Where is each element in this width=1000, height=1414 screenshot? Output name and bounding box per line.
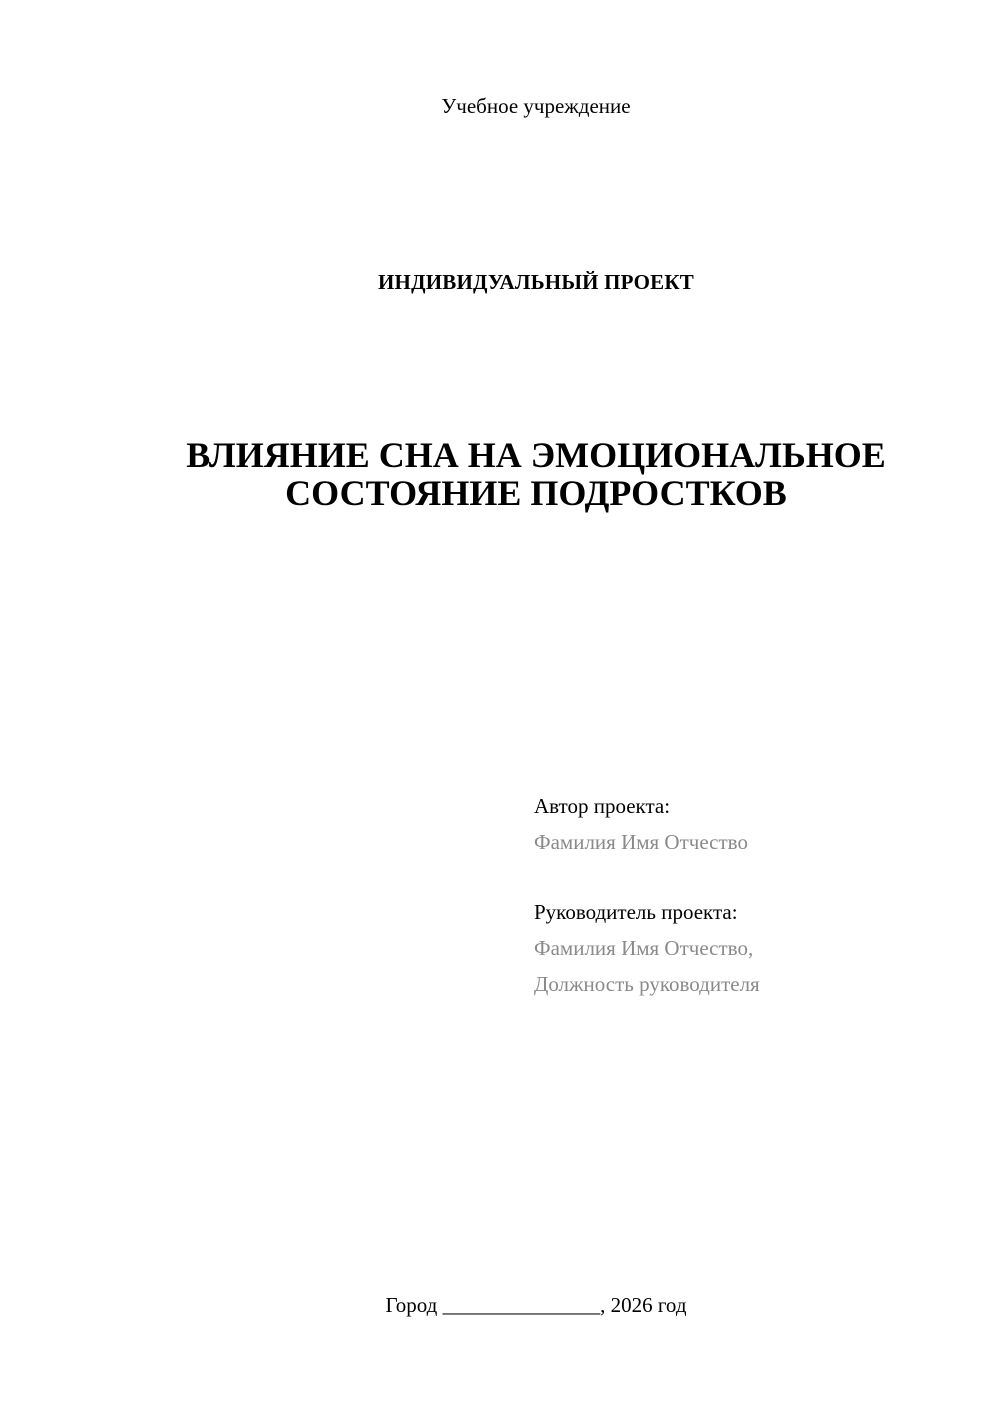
author-name-placeholder: Фамилия Имя Отчество bbox=[534, 830, 748, 854]
city-year-line: Город _______________, 2026 год bbox=[385, 1293, 687, 1317]
project-title-line-2: СОСТОЯНИЕ ПОДРОСТКОВ bbox=[285, 473, 787, 513]
project-title-line-1: ВЛИЯНИЕ СНА НА ЭМОЦИОНАЛЬНОЕ bbox=[186, 435, 886, 475]
institution-name: Учебное учреждение bbox=[441, 94, 631, 118]
supervisor-name-placeholder: Фамилия Имя Отчество, bbox=[534, 936, 754, 960]
project-title bbox=[0, 436, 1000, 512]
meta-spacer bbox=[534, 860, 954, 894]
supervisor-position-placeholder: Должность руководителя bbox=[534, 972, 760, 996]
author-label: Автор проекта: bbox=[534, 794, 671, 818]
supervisor-label: Руководитель проекта: bbox=[534, 900, 738, 924]
document-type: ИНДИВИДУАЛЬНЫЙ ПРОЕКТ bbox=[378, 270, 694, 294]
project-meta-block bbox=[534, 788, 954, 1002]
